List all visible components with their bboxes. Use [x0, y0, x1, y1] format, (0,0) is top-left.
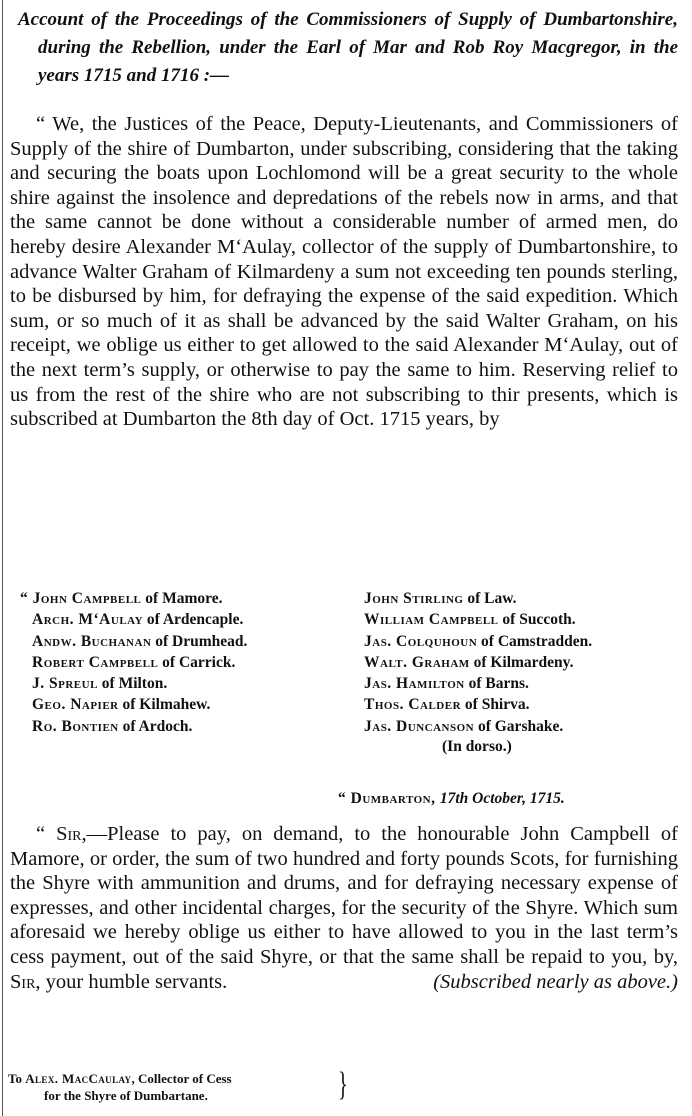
signatory-place: of Drumhead. [151, 632, 248, 650]
signatory-name: Andw. Buchanan [32, 632, 152, 650]
signatory-name: Robert Campbell [32, 653, 159, 671]
letter-address [8, 1066, 368, 1104]
signatory-line [20, 716, 360, 737]
signatory-line [20, 652, 360, 673]
signatory-place: of Garshake. [474, 717, 564, 735]
signatory-name: Jas. Colquhoun [364, 632, 478, 650]
signatory-line [20, 588, 360, 609]
signatory-place: of Shirva. [461, 696, 530, 714]
document-title: Account of the Proceedings of the Commissioners of Supply of Dumbartonshire, during the Rebellion, under the Earl of Mar and Rob Roy Macgregor, in the years 1715 and 1716 :— [18, 9, 678, 86]
resolution-paragraph: “ We, the Justices of the Peace, Deputy-Lieutenants, and Commissioners of Supply of the shire of Dumbarton, under subscribing, considering that the taking and securing the boats upon Lochlomond will be a great security to the whole shire against the insolence and depredations of the rebels now in arms, and that the same cannot be done without a considerable number of armed men, do hereby desire Alexander M‘Aulay, collector of the supply of Dumbartonshire, to advance Walter Graham of Kilmardeny a sum not exceeding ten pounds sterling, to be disbursed by him, for defraying the expense of the said expedition. Which sum, or so much of it as shall be advanced by the said Walter Graham, on his receipt, we oblige us either to get allowed to the said Alexander M‘Aulay, out of the next term’s supply, or otherwise to pay the same to him. Reserving relief to us from the rest of the shire who are not subscribing to thir presents, which is subscribed at Dumbarton the 8th day of Oct. 1715 years, by [10, 113, 678, 431]
subscribed-note: (Subscribed nearly as above.) [433, 970, 678, 993]
address-line-1 [8, 1070, 368, 1087]
signatory-name: “ John Campbell [20, 590, 142, 607]
signatory-place: of Milton. [97, 675, 168, 693]
signatory-name: Thos. Calder [364, 696, 462, 714]
letter-dateline [338, 790, 565, 808]
signatory-name: William Campbell [364, 611, 499, 629]
signatory-name: Jas. Duncanson [364, 717, 475, 735]
signatory-place: of Kilmardeny. [469, 653, 574, 671]
signatory-line [364, 716, 684, 737]
signatory-place: of Carrick. [158, 653, 236, 671]
signatory-place: of Law. [463, 590, 517, 607]
address-name: Alex. MacCaulay [25, 1071, 132, 1086]
signatories-left-column [20, 588, 360, 737]
signatory-name: Arch. M‘Aulay [32, 611, 144, 629]
signatory-place: of Succoth. [498, 611, 576, 629]
signatory-line [364, 673, 684, 694]
signatory-name: Jas. Hamilton [364, 675, 465, 693]
signatory-line [364, 652, 684, 673]
signatory-line [20, 609, 360, 630]
address-to: To [8, 1071, 26, 1086]
signatory-place: of Mamore. [141, 590, 223, 607]
dateline-place: “ Dumbarton, [338, 790, 440, 807]
signatory-line [364, 631, 684, 652]
letter-close: , your humble servants. [35, 970, 228, 993]
address-rest: , Collector of Cess [131, 1071, 232, 1086]
signatory-place: of Camstradden. [477, 632, 593, 650]
signatory-line [20, 631, 360, 652]
signatory-line [364, 588, 684, 609]
signatory-place: of Kilmahew. [118, 696, 211, 714]
signatory-line [364, 609, 684, 630]
address-brace: } [338, 1066, 348, 1103]
letter-salutation: “ Sir, [36, 823, 87, 845]
signatories-right-column [364, 588, 684, 737]
in-dorso-note: (In dorso.) [442, 738, 512, 755]
signatory-place: of Ardencaple. [143, 611, 244, 629]
margin-rule [2, 0, 3, 1116]
letter-paragraph [10, 822, 678, 994]
signatory-place: of Barns. [464, 675, 529, 693]
address-line-2: for the Shyre of Dumbartane. [44, 1088, 208, 1103]
signatory-line [20, 673, 360, 694]
signatory-line [364, 694, 684, 715]
dateline-date: 17th October, 1715. [439, 790, 565, 807]
signatory-name: Ro. Bontien [32, 717, 119, 735]
signatory-name: J. Spreul [32, 675, 98, 693]
signatory-name: Geo. Napier [32, 696, 119, 714]
letter-body: —Please to pay, on demand, to the honourable John Campbell of Mamore, or order, the sum of two hundred and forty pounds Scots, for furnishing the Shyre with ammunition and drums, and for defraying necessary expense of expresses, and other incidental charges, for the security of the Shyre. Which sum aforesaid we hereby oblige us either to have allowed to you in the last term’s cess payment, out of the said Shyre, or that the same shall be repaid to you, by, [10, 823, 679, 968]
signatory-place: of Ardoch. [118, 717, 193, 735]
signatory-line [20, 694, 360, 715]
signatory-name: John Stirling [364, 590, 464, 607]
letter-sir-inline: Sir [10, 970, 36, 993]
signatory-name: Walt. Graham [364, 653, 470, 671]
